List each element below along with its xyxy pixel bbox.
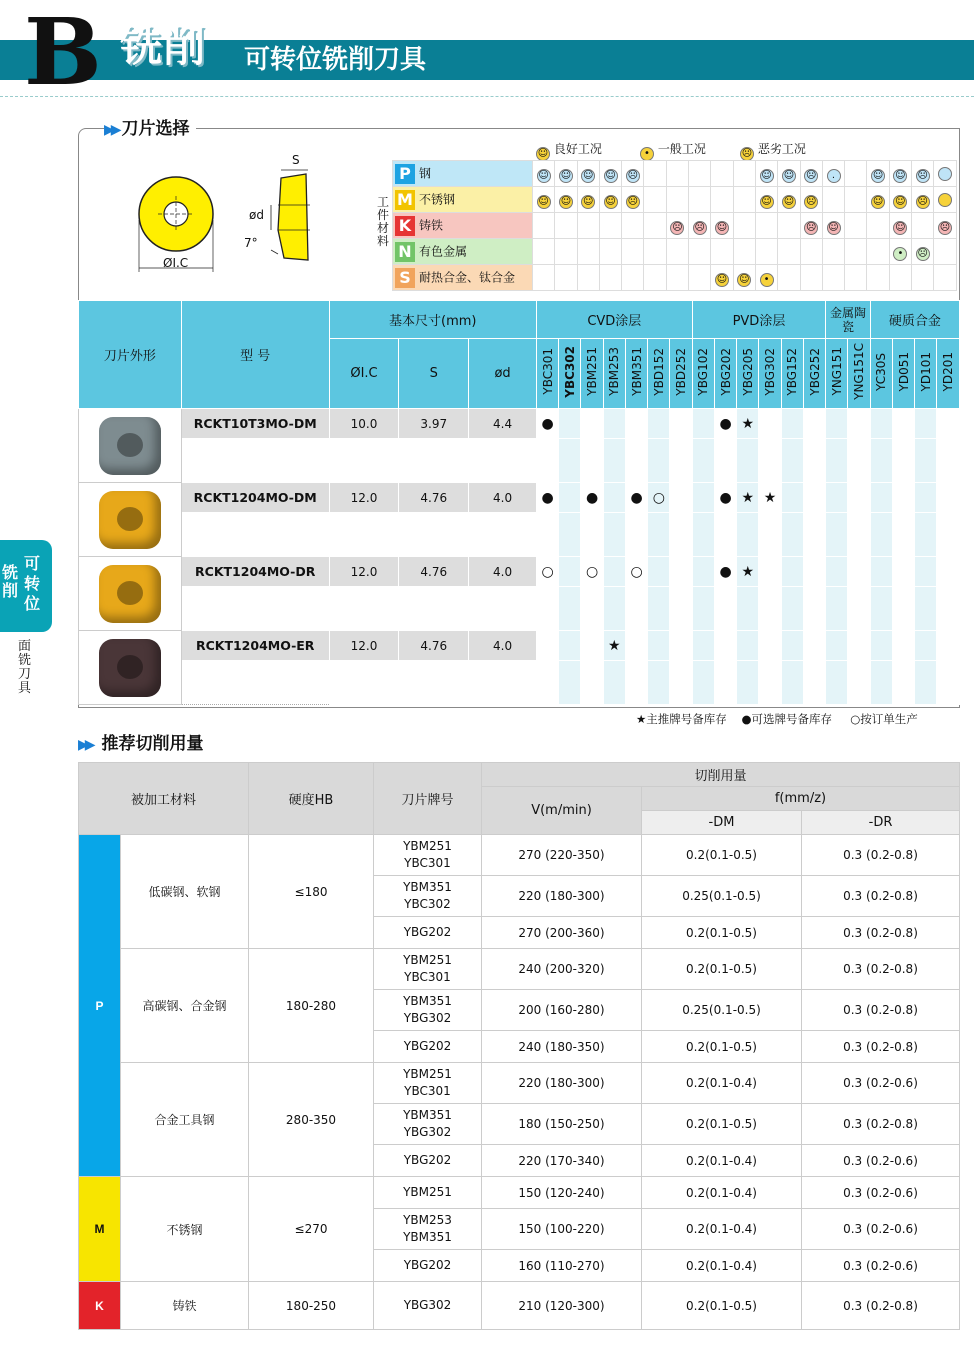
grade-mark: ★	[737, 483, 759, 513]
col-shape: 刀片外形	[79, 301, 182, 409]
grade-mark	[803, 409, 825, 439]
speed-cell: 220 (170-340)	[482, 1145, 642, 1177]
speed-cell: 220 (180-300)	[482, 1063, 642, 1104]
feed-dr-cell: 0.3 (0.2-0.8)	[802, 917, 960, 949]
condition-face-icon: ☺	[895, 196, 906, 207]
col-s: S	[399, 339, 469, 409]
grade-header: YBM251	[581, 339, 603, 409]
col-cutting: 切削用量	[482, 763, 960, 787]
hardness-cell: 180-280	[249, 949, 374, 1063]
section-cutting-data: ▶▶ 推荐切削用量	[78, 733, 209, 756]
grade-header: YBG302	[759, 339, 781, 409]
grade-mark	[826, 483, 848, 513]
grade-mark	[915, 557, 937, 587]
s-cell: 3.97	[399, 409, 469, 439]
feed-dr-cell: 0.3 (0.2-0.6)	[802, 1177, 960, 1209]
material-name: 高碳钢、合金钢	[121, 949, 249, 1063]
grade-mark	[536, 631, 558, 661]
grade-mark	[692, 409, 714, 439]
grade-cell: YBG202	[374, 917, 482, 949]
ic-cell: 12.0	[329, 483, 399, 513]
grade-cell: YBM351 YBC302	[374, 876, 482, 917]
condition-face-icon: ☺	[560, 170, 572, 181]
condition-face-icon: ☺	[538, 196, 549, 207]
d-cell: 4.4	[469, 409, 537, 439]
grade-mark: ★	[759, 483, 781, 513]
grade-mark	[937, 631, 960, 661]
grade-header: YBG205	[737, 339, 759, 409]
condition-face-icon: ☺	[872, 170, 884, 181]
grade-mark: ○	[625, 557, 647, 587]
feed-dr-cell: 0.3 (0.2-0.8)	[802, 1282, 960, 1330]
condition-face-icon: ☺	[895, 170, 906, 181]
grade-mark	[892, 483, 914, 513]
feed-dm-cell: 0.25(0.1-0.5)	[642, 990, 802, 1031]
grade-header: YBD152	[648, 339, 670, 409]
legend-normal: • 一般工况	[640, 140, 706, 161]
col-dr: -DR	[802, 811, 960, 835]
insert-photo	[79, 483, 182, 557]
grade-mark: ●	[714, 557, 736, 587]
header-subtitle: 可转位铣削刀具	[244, 45, 427, 75]
condition-face-icon: ☺	[716, 222, 728, 233]
condition-face-icon: ☹	[917, 170, 928, 181]
feed-dr-cell: 0.3 (0.2-0.6)	[802, 1063, 960, 1104]
d-cell: 4.0	[469, 557, 537, 587]
material-name: 铸铁	[121, 1282, 249, 1330]
grade-mark	[848, 631, 870, 661]
material-name: 有色金属	[419, 244, 468, 258]
condition-face-icon: .	[827, 169, 841, 183]
feed-dr-cell: 0.3 (0.2-0.8)	[802, 876, 960, 917]
grade-mark	[692, 557, 714, 587]
grade-mark: ●	[536, 409, 558, 439]
grade-cell: YBM253 YBM351	[374, 1209, 482, 1250]
material-name: 合金工具钢	[121, 1063, 249, 1177]
grade-cell: YBG202	[374, 1145, 482, 1177]
header-divider	[0, 96, 974, 97]
grade-mark	[892, 409, 914, 439]
condition-face-icon	[938, 193, 952, 207]
grade-mark	[670, 631, 692, 661]
dim-s-label: S	[292, 153, 300, 167]
grade-cell: YBM251 YBC301	[374, 835, 482, 876]
feed-dm-cell: 0.2(0.1-0.5)	[642, 949, 802, 990]
grade-mark	[648, 557, 670, 587]
grade-mark	[559, 631, 581, 661]
feed-dm-cell: 0.2(0.1-0.4)	[642, 1063, 802, 1104]
condition-face-icon: ☺	[716, 274, 728, 285]
workpiece-label: 工件材料	[377, 195, 390, 248]
grade-cell: YBG202	[374, 1031, 482, 1063]
condition-face-icon: ☹	[805, 170, 817, 181]
legend-circle: ○按订单生产	[850, 712, 918, 726]
feed-dm-cell: 0.2(0.1-0.5)	[642, 1104, 802, 1145]
col-model: 型 号	[181, 301, 329, 409]
material-code-badge: K	[395, 216, 415, 236]
condition-face-icon: ☺	[739, 274, 750, 285]
header-title: 铣削	[120, 22, 207, 71]
col-dm: -DM	[642, 811, 802, 835]
grade-header: YBG102	[692, 339, 714, 409]
grade-cell: YBM351 YBG302	[374, 1104, 482, 1145]
neutral-face-icon: •	[640, 147, 654, 161]
material-code-badge: S	[395, 268, 415, 288]
ic-cell: 12.0	[329, 631, 399, 661]
condition-face-icon: ☹	[672, 222, 683, 233]
grade-cell: YBM251	[374, 1177, 482, 1209]
s-cell: 4.76	[399, 557, 469, 587]
feed-dm-cell: 0.2(0.1-0.4)	[642, 1209, 802, 1250]
material-row-P	[393, 161, 957, 187]
grade-mark	[892, 557, 914, 587]
cutting-row	[79, 1063, 960, 1104]
hardness-cell: ≤180	[249, 835, 374, 949]
condition-face-icon	[938, 167, 952, 181]
header-letter: B	[24, 0, 102, 106]
grade-mark	[759, 409, 781, 439]
condition-face-icon: ☺	[761, 170, 772, 181]
insert-side-view	[278, 174, 308, 260]
grade-mark	[870, 557, 892, 587]
grade-mark	[803, 483, 825, 513]
grade-mark	[870, 631, 892, 661]
condition-face-icon: •	[893, 247, 907, 261]
speed-cell: 270 (220-350)	[482, 835, 642, 876]
grade-mark	[937, 409, 960, 439]
material-category-badge: P	[79, 835, 121, 1177]
grade-mark	[803, 631, 825, 661]
speed-cell: 200 (160-280)	[482, 990, 642, 1031]
feed-dr-cell: 0.3 (0.2-0.6)	[802, 1250, 960, 1282]
grade-mark	[648, 631, 670, 661]
condition-face-icon: ☺	[583, 170, 594, 181]
grade-header: YBD252	[670, 339, 692, 409]
cutting-row	[79, 949, 960, 990]
feed-dm-cell: 0.2(0.1-0.5)	[642, 917, 802, 949]
grade-mark: ○	[536, 557, 558, 587]
condition-face-icon: ☺	[872, 196, 884, 207]
grade-mark: ★	[737, 557, 759, 587]
grade-mark	[781, 409, 803, 439]
side-tab-left: 铣削	[2, 563, 19, 600]
material-code-badge: M	[395, 190, 415, 210]
grade-header: YD201	[937, 339, 960, 409]
speed-cell: 240 (200-320)	[482, 949, 642, 990]
material-row-N	[393, 239, 957, 265]
material-name: 铸铁	[419, 218, 444, 232]
grade-header: YBC302	[559, 339, 581, 409]
insert-diagram	[128, 150, 348, 280]
hardness-cell: ≤270	[249, 1177, 374, 1282]
col-material: 被加工材料	[79, 763, 249, 835]
table1-legend	[636, 711, 918, 727]
condition-face-icon: ☺	[560, 196, 572, 207]
condition-face-icon: ☹	[917, 248, 928, 259]
feed-dm-cell: 0.25(0.1-0.5)	[642, 876, 802, 917]
material-name: 钢	[419, 166, 432, 180]
insert-photo	[79, 631, 182, 705]
grade-mark	[892, 631, 914, 661]
section-insert-selection: ▶▶ 刀片选择	[104, 118, 196, 141]
material-row-M	[393, 187, 957, 213]
condition-face-icon: ☹	[917, 196, 928, 207]
insert-row	[79, 409, 960, 439]
grade-mark	[670, 557, 692, 587]
condition-face-icon: ☺	[895, 222, 906, 233]
grade-mark	[870, 483, 892, 513]
grade-mark: ★	[603, 631, 625, 661]
condition-face-icon: ☺	[783, 196, 795, 207]
cutting-row	[79, 835, 960, 876]
material-category-badge: K	[79, 1282, 121, 1330]
speed-cell: 160 (110-270)	[482, 1250, 642, 1282]
material-name: 不锈钢	[419, 192, 456, 206]
grade-mark	[826, 631, 848, 661]
model-cell: RCKT10T3MO-DM	[181, 409, 329, 439]
d-cell: 4.0	[469, 631, 537, 661]
double-arrow-icon: ▶▶	[104, 122, 118, 138]
grade-cell: YBG302	[374, 1282, 482, 1330]
col-f: f(mm/z)	[642, 787, 960, 811]
insert-photo	[79, 557, 182, 631]
grade-mark	[826, 557, 848, 587]
material-name: 低碳钢、软钢	[121, 835, 249, 949]
feed-dr-cell: 0.3 (0.2-0.6)	[802, 1209, 960, 1250]
col-v: V(m/min)	[482, 787, 642, 835]
grade-mark	[915, 631, 937, 661]
grade-header: YBG152	[781, 339, 803, 409]
grade-mark	[625, 631, 647, 661]
grade-mark	[714, 631, 736, 661]
grade-header: YBC301	[536, 339, 558, 409]
condition-face-icon: ☹	[694, 222, 705, 233]
col-grade: 刀片牌号	[374, 763, 482, 835]
grade-mark	[781, 557, 803, 587]
grade-mark	[870, 409, 892, 439]
dim-d-label: ød	[249, 208, 264, 222]
grade-mark	[692, 483, 714, 513]
legend-dot: ●可选牌号备库存	[741, 712, 832, 726]
speed-cell: 210 (120-300)	[482, 1282, 642, 1330]
feed-dm-cell: 0.2(0.1-0.5)	[642, 1031, 802, 1063]
legend-star: ★主推牌号备库存	[636, 712, 727, 726]
material-name: 不锈钢	[121, 1177, 249, 1282]
grade-mark	[915, 409, 937, 439]
col-hb: 硬度HB	[249, 763, 374, 835]
speed-cell: 220 (180-300)	[482, 876, 642, 917]
grade-header: YBG202	[714, 339, 736, 409]
side-tab-subtitle: 面铣刀具	[18, 639, 32, 696]
feed-dr-cell: 0.3 (0.2-0.6)	[802, 1145, 960, 1177]
condition-face-icon: ☺	[783, 170, 795, 181]
speed-cell: 150 (120-240)	[482, 1177, 642, 1209]
smile-face-icon: ☺	[537, 148, 549, 159]
grade-mark	[848, 557, 870, 587]
sad-face-icon: ☹	[741, 148, 753, 159]
grade-mark	[603, 483, 625, 513]
col-ic: ØI.C	[329, 339, 399, 409]
condition-face-icon: ☹	[627, 170, 639, 181]
condition-face-icon: ☺	[761, 196, 772, 207]
col-pvd: PVD涂层	[692, 301, 826, 339]
material-row-S	[393, 265, 957, 291]
speed-cell: 180 (150-250)	[482, 1104, 642, 1145]
grade-mark	[603, 409, 625, 439]
model-cell: RCKT1204MO-DR	[181, 557, 329, 587]
feed-dm-cell: 0.2(0.1-0.4)	[642, 1177, 802, 1209]
grade-mark	[559, 557, 581, 587]
condition-face-icon: ☺	[605, 170, 616, 181]
grade-mark: ●	[536, 483, 558, 513]
grade-mark	[670, 409, 692, 439]
dim-angle-label: 7°	[244, 236, 258, 250]
feed-dr-cell: 0.3 (0.2-0.8)	[802, 990, 960, 1031]
grade-header: YBM253	[603, 339, 625, 409]
s-cell: 4.76	[399, 483, 469, 513]
model-cell: RCKT1204MO-DM	[181, 483, 329, 513]
side-tab[interactable]	[0, 540, 52, 632]
insert-row	[79, 557, 960, 587]
grade-cell: YBG202	[374, 1250, 482, 1282]
grade-cell: YBM251 YBC301	[374, 949, 482, 990]
condition-face-icon: ☺	[538, 170, 549, 181]
feed-dr-cell: 0.3 (0.2-0.8)	[802, 1031, 960, 1063]
hardness-cell: 180-250	[249, 1282, 374, 1330]
grade-mark	[670, 483, 692, 513]
insert-photo	[79, 409, 182, 483]
cutting-row	[79, 1282, 960, 1330]
grade-mark	[603, 557, 625, 587]
grade-header: YC30S	[870, 339, 892, 409]
legend-bad: ☹ 恶劣工况	[741, 142, 806, 159]
speed-cell: 240 (180-350)	[482, 1031, 642, 1063]
grade-header: YD101	[915, 339, 937, 409]
grade-mark	[803, 557, 825, 587]
col-cvd: CVD涂层	[536, 301, 692, 339]
grade-mark	[559, 483, 581, 513]
grade-mark	[781, 483, 803, 513]
grade-cell: YBM351 YBG302	[374, 990, 482, 1031]
feed-dm-cell: 0.2(0.1-0.4)	[642, 1145, 802, 1177]
legend-good: ☺ 良好工况	[537, 142, 602, 159]
grade-header: YNG151C	[848, 339, 870, 409]
condition-face-icon: ☺	[605, 196, 616, 207]
col-carbide: 硬质合金	[870, 301, 959, 339]
grade-mark	[559, 409, 581, 439]
grade-mark: ○	[648, 483, 670, 513]
grade-mark	[648, 409, 670, 439]
grade-header: YBM351	[625, 339, 647, 409]
col-d: ød	[469, 339, 537, 409]
condition-face-icon: •	[760, 273, 774, 287]
grade-mark	[692, 631, 714, 661]
grade-mark	[937, 483, 960, 513]
condition-face-icon: ☹	[805, 196, 817, 207]
grade-mark	[781, 631, 803, 661]
dim-ic-label: ØI.C	[163, 256, 189, 270]
col-dims: 基本尺寸(mm)	[329, 301, 536, 339]
insert-row	[79, 631, 960, 661]
grade-mark	[915, 483, 937, 513]
grade-mark	[581, 631, 603, 661]
insert-row	[79, 483, 960, 513]
s-cell: 4.76	[399, 631, 469, 661]
side-tab-top: 可转位	[24, 554, 41, 613]
material-matrix	[392, 160, 957, 291]
grade-mark: ●	[714, 483, 736, 513]
hardness-cell: 280-350	[249, 1063, 374, 1177]
speed-cell: 270 (200-360)	[482, 917, 642, 949]
grade-mark	[581, 409, 603, 439]
grade-header: YD051	[892, 339, 914, 409]
grade-mark	[937, 557, 960, 587]
col-cermet: 金属陶瓷	[826, 301, 871, 339]
grade-header: YNG151	[826, 339, 848, 409]
feed-dr-cell: 0.3 (0.2-0.8)	[802, 1104, 960, 1145]
grade-mark	[759, 557, 781, 587]
grade-mark: ●	[625, 483, 647, 513]
ic-cell: 10.0	[329, 409, 399, 439]
grade-mark	[737, 631, 759, 661]
feed-dr-cell: 0.3 (0.2-0.8)	[802, 949, 960, 990]
grade-mark: ○	[581, 557, 603, 587]
condition-face-icon: ☺	[583, 196, 594, 207]
material-row-K	[393, 213, 957, 239]
feed-dr-cell: 0.3 (0.2-0.8)	[802, 835, 960, 876]
grade-mark	[848, 409, 870, 439]
model-cell: RCKT1204MO-ER	[181, 631, 329, 661]
condition-face-icon: ☹	[627, 196, 639, 207]
grade-mark	[625, 409, 647, 439]
cutting-row	[79, 1177, 960, 1209]
d-cell: 4.0	[469, 483, 537, 513]
condition-face-icon: ☺	[828, 222, 839, 233]
feed-dm-cell: 0.2(0.1-0.4)	[642, 1250, 802, 1282]
material-code-badge: N	[395, 242, 415, 262]
grade-mark	[759, 631, 781, 661]
feed-dm-cell: 0.2(0.1-0.5)	[642, 1282, 802, 1330]
insert-table	[78, 300, 960, 705]
double-arrow-icon: ▶▶	[78, 737, 92, 753]
grade-mark: ★	[737, 409, 759, 439]
material-name: 耐热合金、钛合金	[419, 270, 516, 284]
grade-mark: ●	[714, 409, 736, 439]
grade-mark	[826, 409, 848, 439]
cutting-table	[78, 762, 960, 1330]
ic-cell: 12.0	[329, 557, 399, 587]
grade-cell: YBM251 YBC301	[374, 1063, 482, 1104]
speed-cell: 150 (100-220)	[482, 1209, 642, 1250]
material-code-badge: P	[395, 164, 415, 184]
condition-face-icon: ☹	[939, 222, 951, 233]
condition-face-icon: ☹	[805, 222, 817, 233]
material-category-badge: M	[79, 1177, 121, 1282]
feed-dm-cell: 0.2(0.1-0.5)	[642, 835, 802, 876]
grade-mark: ●	[581, 483, 603, 513]
grade-header: YBG252	[803, 339, 825, 409]
grade-mark	[848, 483, 870, 513]
